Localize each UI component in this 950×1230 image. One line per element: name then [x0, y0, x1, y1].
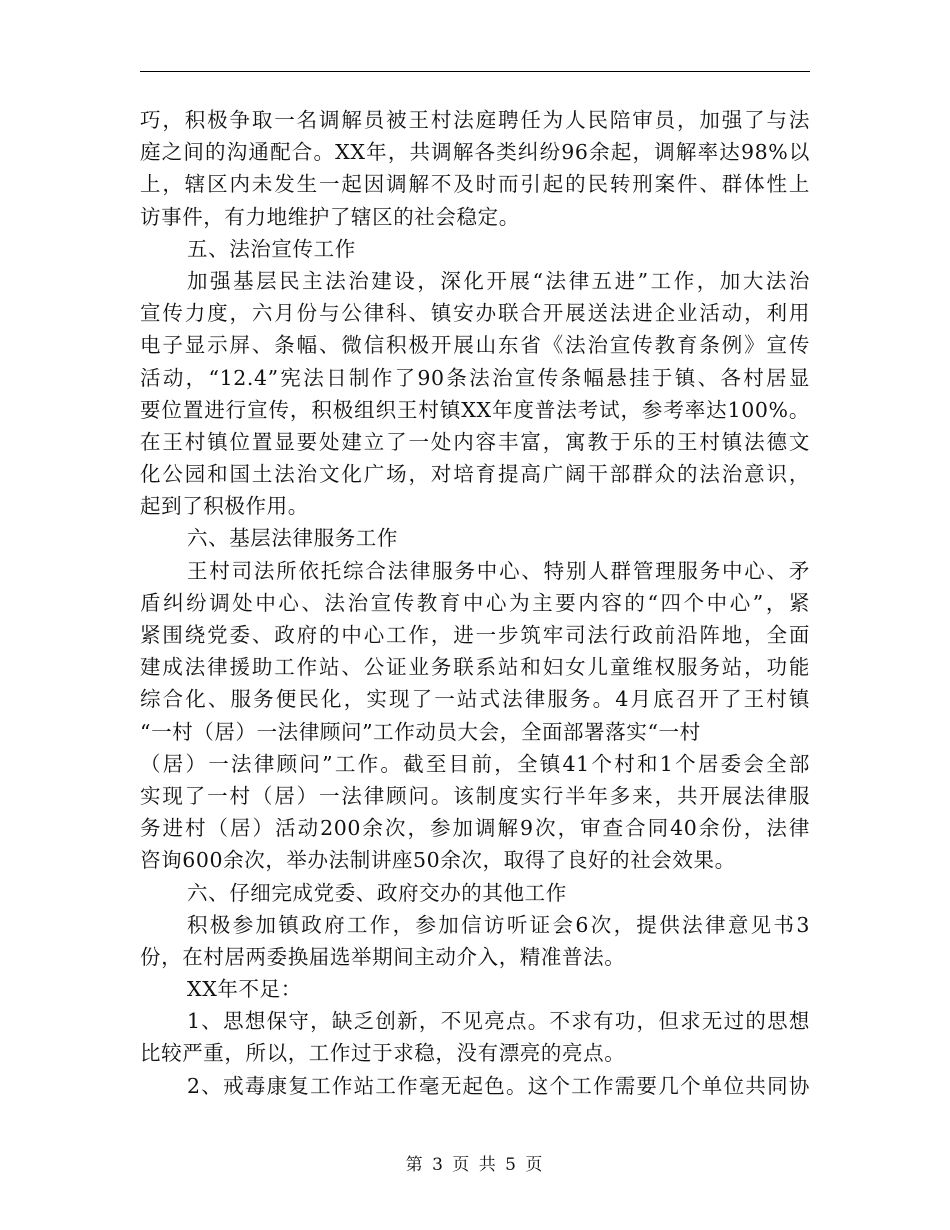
text-line: 建成法律援助工作站、公证业务联系站和妇女儿童维权服务站，功能 — [140, 655, 810, 680]
text-line: 实现了一村（居）一法律顾问。该制度实行半年多来，共开展法律服 — [140, 783, 810, 808]
header-rule — [140, 71, 810, 72]
text-line: “一村（居）一法律顾问”工作动员大会，全面部署落实“一村 — [140, 719, 701, 744]
text-line: 要位置进行宣传，积极组织王村镇XX年度普法考试，参考率达100%。 — [140, 397, 810, 422]
section-heading: 六、基层法律服务工作 — [187, 526, 398, 551]
text-line: 积极参加镇政府工作，参加信访听证会6次，提供法律意见书3 — [187, 912, 810, 937]
text-line: 化公园和国土法治文化广场，对培育提高广阔干部群众的法治意识， — [140, 462, 810, 487]
section-heading: XX年不足： — [187, 977, 302, 1002]
text-line: 综合化、服务便民化，实现了一站式法律服务。4月底召开了王村镇 — [140, 687, 810, 712]
text-line: 1、思想保守，缺乏创新，不见亮点。不求有功，但求无过的思想 — [187, 1009, 810, 1034]
page-number: 第 3 页 共 5 页 — [405, 1155, 545, 1175]
text-line: 宣传力度，六月份与公律科、镇安办联合开展送法进企业活动，利用 — [140, 301, 810, 326]
text-line: 巧，积极争取一名调解员被王村法庭聘任为人民陪审员，加强了与法 — [140, 108, 810, 132]
text-line: 王村司法所依托综合法律服务中心、特别人群管理服务中心、矛 — [187, 558, 810, 583]
document-body — [140, 104, 810, 1102]
text-line: 活动，“12.4”宪法日制作了90条法治宣传条幅悬挂于镇、各村居显 — [140, 365, 810, 390]
text-line: 盾纠纷调处中心、法治宣传教育中心为主要内容的“四个中心”，紧 — [140, 590, 810, 615]
text-line: 电子显示屏、条幅、微信积极开展山东省《法治宣传教育条例》宣传 — [140, 333, 810, 358]
text-line: 2、戒毒康复工作站工作毫无起色。这个工作需要几个单位共同协 — [187, 1073, 810, 1098]
text-line: 加强基层民主法治建设，深化开展“法律五进”工作，加大法治 — [187, 268, 810, 293]
text-line: 庭之间的沟通配合。XX年，共调解各类纠纷96余起，调解率达98%以 — [140, 140, 810, 165]
text-line: 访事件，有力地维护了辖区的社会稳定。 — [140, 204, 520, 229]
text-line: 务进村（居）活动200余次，参加调解9次，审查合同40余份，法律 — [140, 816, 810, 841]
text-line: 紧围绕党委、政府的中心工作，进一步筑牢司法行政前沿阵地，全面 — [140, 623, 810, 647]
text-line: 咨询600余次，举办法制讲座50余次，取得了良好的社会效果。 — [140, 848, 736, 873]
text-line: 份，在村居两委换届选举期间主动介入，精准普法。 — [140, 944, 626, 969]
text-line: 在王村镇位置显要处建立了一处内容丰富，寓教于乐的王村镇法德文 — [140, 429, 810, 454]
text-line: 起到了积极作用。 — [140, 494, 309, 519]
section-heading: 五、法治宣传工作 — [187, 236, 356, 261]
section-heading: 六、仔细完成党委、政府交办的其他工作 — [187, 880, 567, 905]
text-line: 上，辖区内未发生一起因调解不及时而引起的民转刑案件、群体性上 — [140, 172, 810, 197]
text-line: （居）一法律顾问”工作。截至目前，全镇41个村和1个居委会全部 — [140, 751, 810, 776]
text-line: 比较严重，所以，工作过于求稳，没有漂亮的亮点。 — [140, 1041, 626, 1066]
